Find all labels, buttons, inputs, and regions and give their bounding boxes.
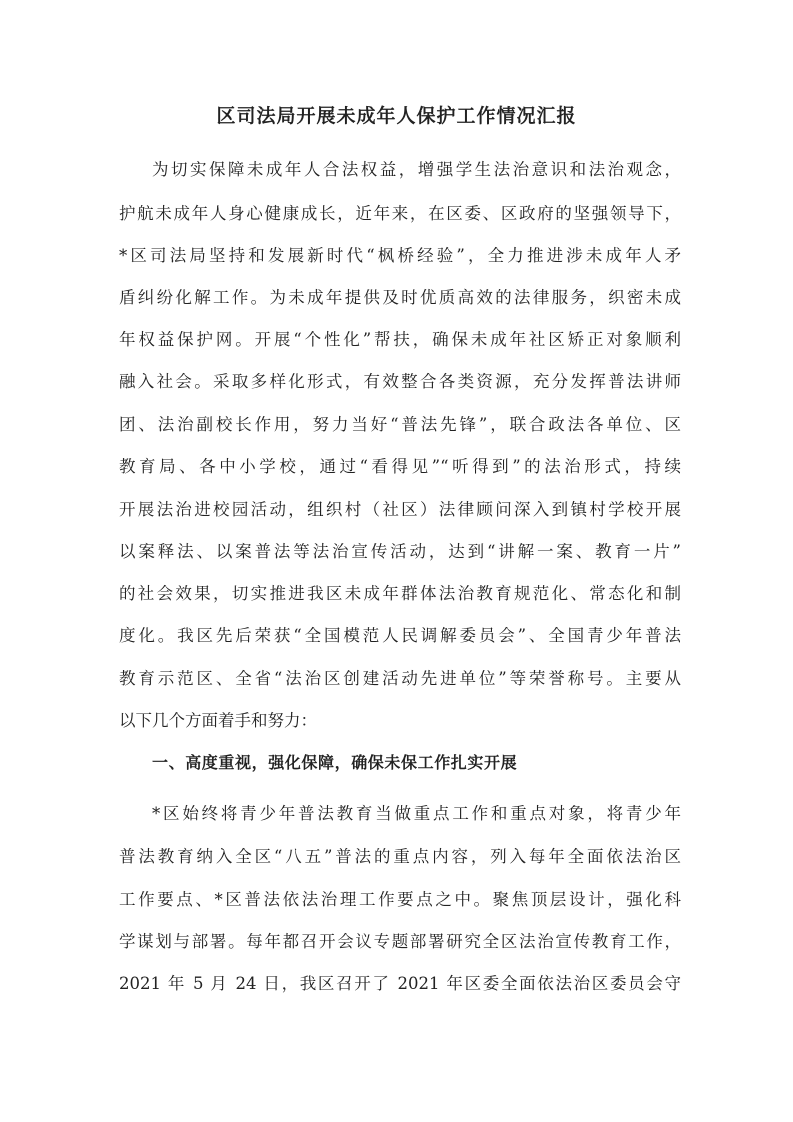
- intro-line: 的社会效果，切实推进我区未成年群体法治教育规范化、常态化和制: [119, 584, 681, 603]
- intro-line: 年权益保护网。开展“个性化”帮扶，确保未成年社区矫正对象顺利: [119, 330, 681, 349]
- intro-line: 护航未成年人身心健康成长，近年来，在区委、区政府的坚强领导下，: [119, 204, 681, 223]
- intro-line: 教育示范区、全省“法治区创建活动先进单位”等荣誉称号。主要从: [119, 669, 681, 688]
- intro-line: *区司法局坚持和发展新时代“枫桥经验”，全力推进涉未成年人矛: [119, 246, 681, 265]
- intro-line: 开展法治进校园活动，组织村（社区）法律顾问深入到镇村学校开展: [119, 500, 681, 519]
- section-line: 2021 年 5 月 24 日，我区召开了 2021 年区委全面依法治区委员会守: [119, 974, 681, 993]
- intro-line: 融入社会。采取多样化形式，有效整合各类资源，充分发挥普法讲师: [119, 372, 681, 391]
- intro-line: 团、法治副校长作用，努力当好“普法先锋”，联合政法各单位、区: [119, 415, 681, 434]
- intro-line: 为切实保障未成年人合法权益，增强学生法治意识和法治观念，: [152, 160, 681, 179]
- intro-line: 以案释法、以案普法等法治宣传活动，达到“讲解一案、教育一片”: [119, 542, 681, 561]
- intro-line: 度化。我区先后荣获“全国模范人民调解委员会”、全国青少年普法: [119, 626, 681, 645]
- intro-line: 盾纠纷化解工作。为未成年提供及时优质高效的法律服务，织密未成: [119, 288, 681, 307]
- document-title: 区司法局开展未成年人保护工作情况汇报: [216, 105, 577, 127]
- section-line: *区始终将青少年普法教育当做重点工作和重点对象，将青少年: [152, 804, 681, 823]
- section-line: 学谋划与部署。每年都召开会议专题部署研究全区法治宣传教育工作，: [119, 932, 681, 951]
- section-line: 工作要点、*区普法依法治理工作要点之中。聚焦顶层设计，强化科: [119, 890, 681, 909]
- section-heading: 一、高度重视，强化保障，确保未保工作扎实开展: [152, 753, 518, 772]
- section-line: 普法教育纳入全区“八五”普法的重点内容，列入每年全面依法治区: [119, 847, 681, 866]
- intro-line: 教育局、各中小学校，通过“看得见”“听得到”的法治形式，持续: [119, 457, 681, 476]
- intro-line: 以下几个方面着手和努力：: [119, 711, 317, 730]
